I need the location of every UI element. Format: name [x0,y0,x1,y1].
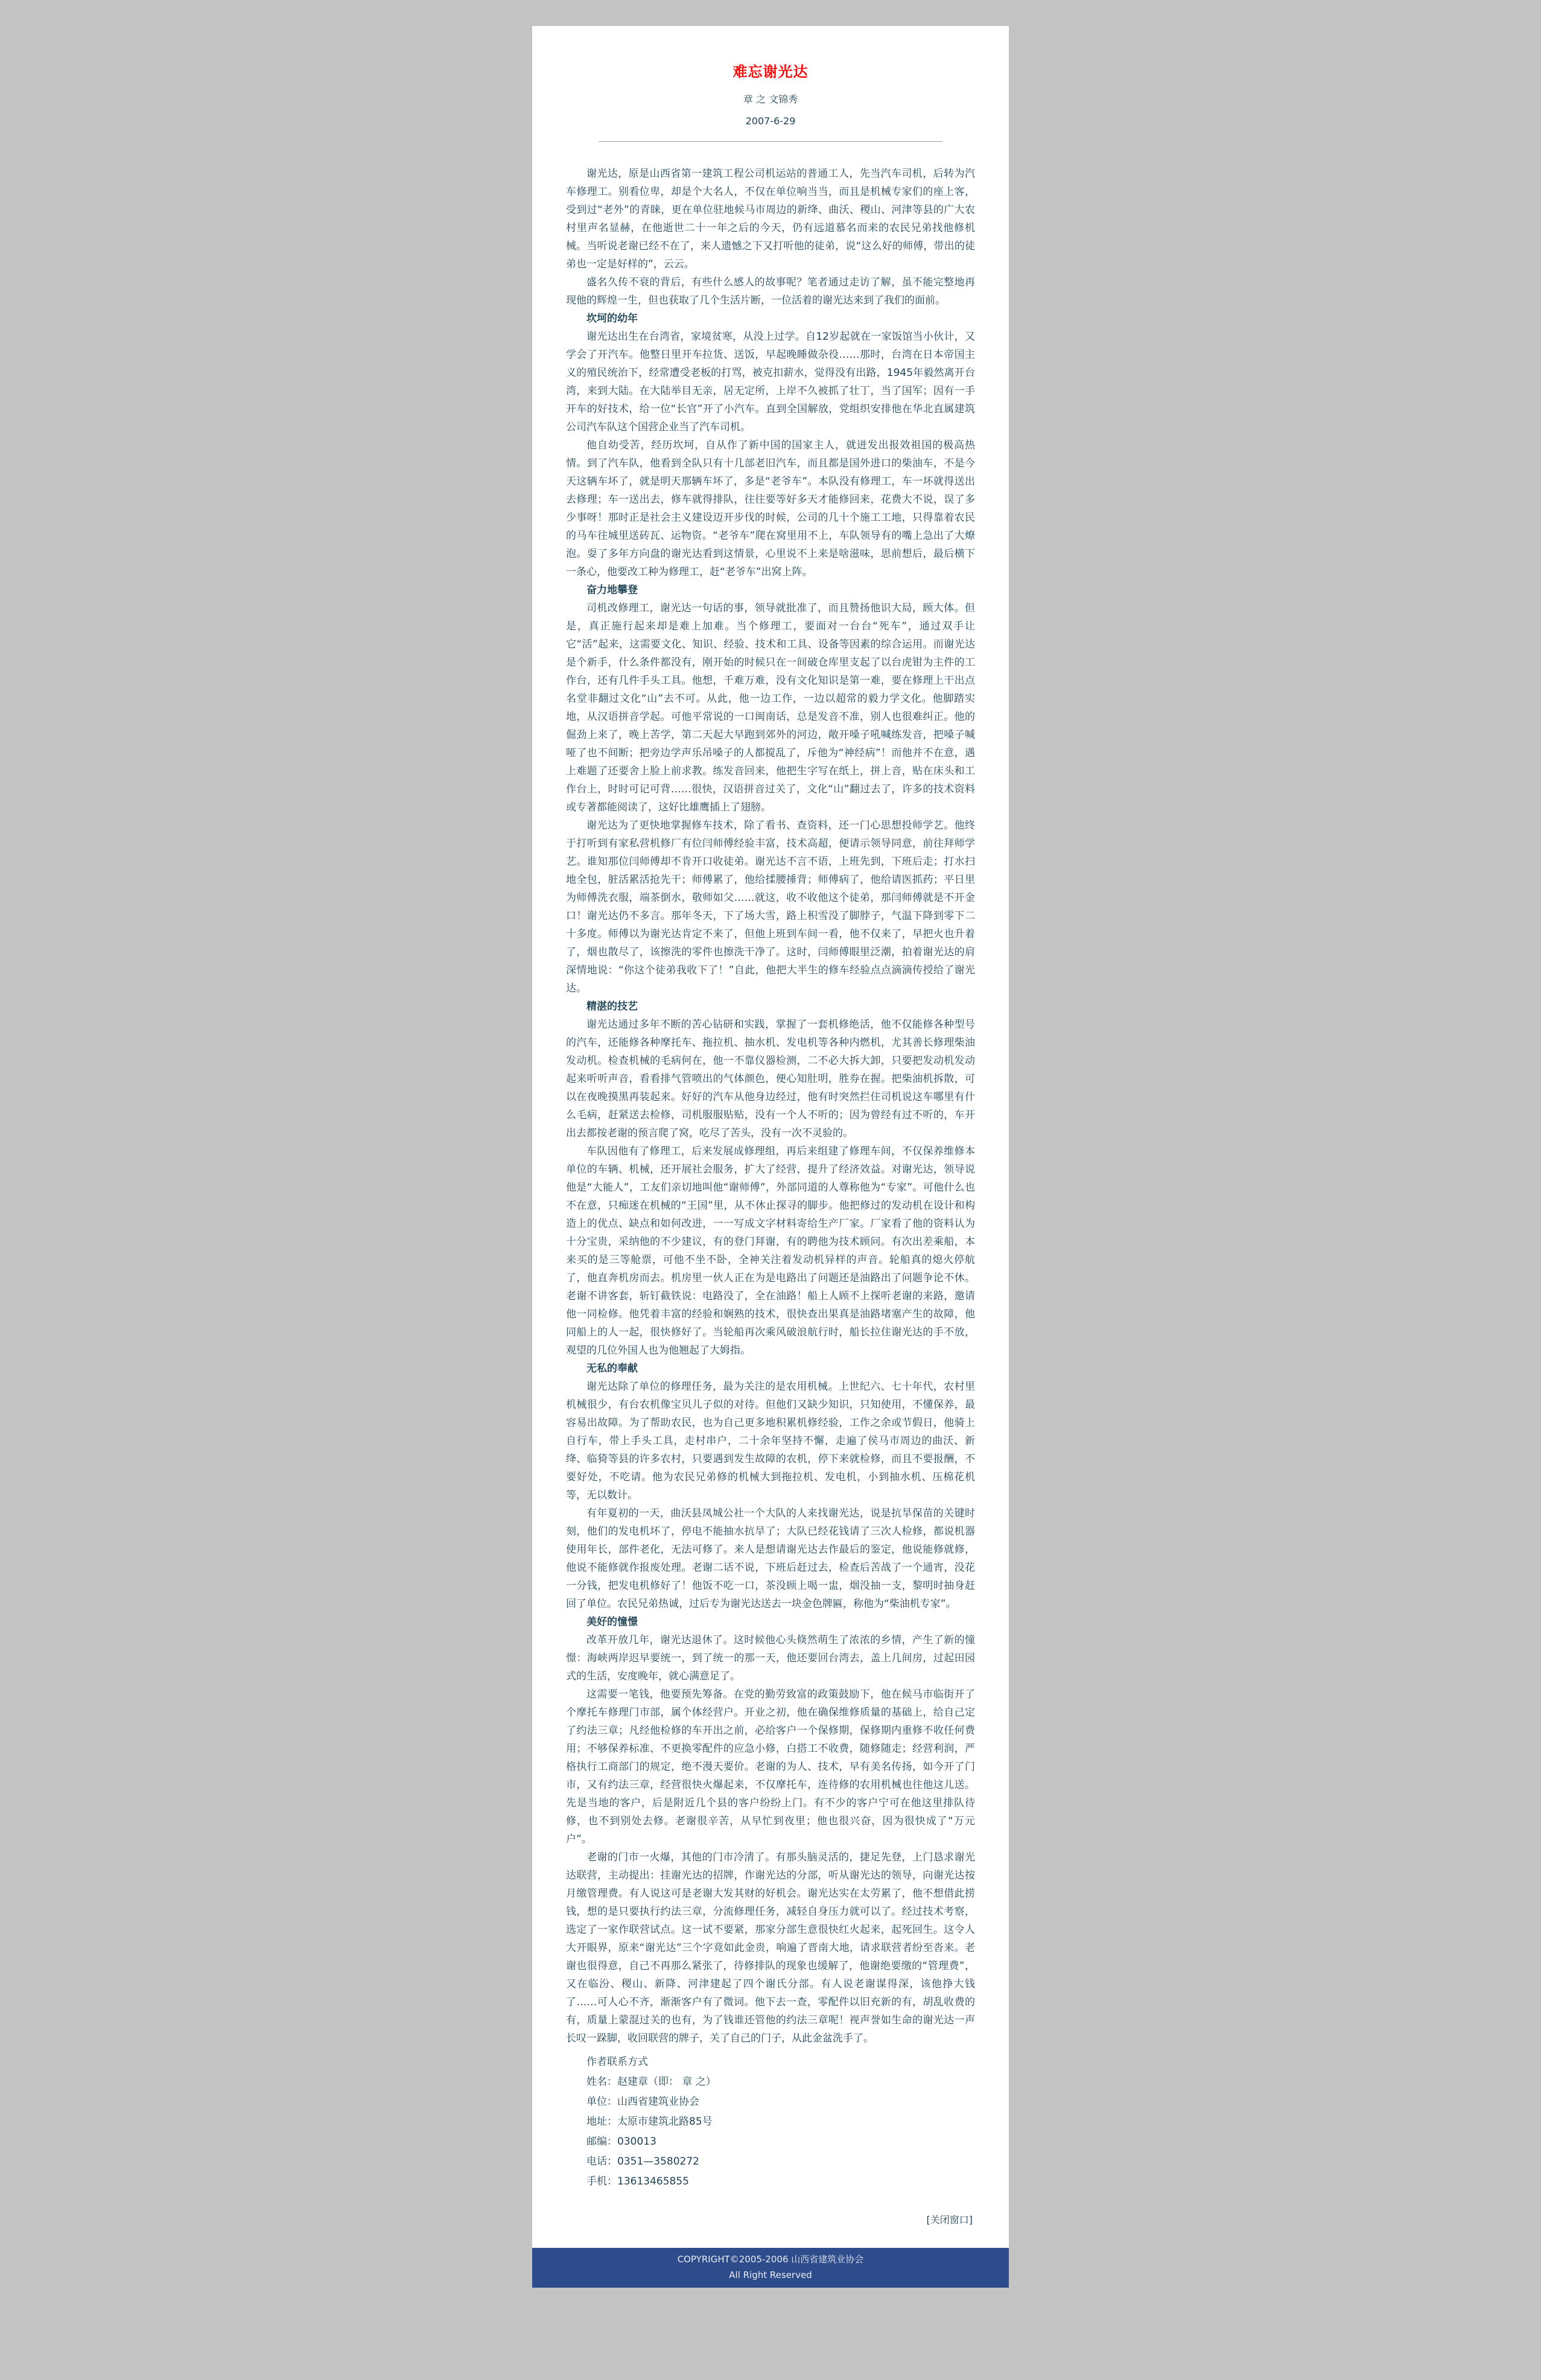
contact-line: 作者联系方式 [586,2056,648,2068]
author-contact-block [566,2052,975,2192]
content-column [532,26,1009,2288]
section-heading: 奋力地攀登 [586,584,638,596]
contact-line: 手机：13613465855 [586,2175,689,2188]
article-paragraph: 这需要一笔钱，他要预先筹备。在党的勤劳致富的政策鼓励下，他在候马市临街开了个摩托车修理门市部，属个体经营户。开业之初，他在确保维修质量的基础上，给自己定了约法三章；凡经他检修的车开出之前，必给客户一个保修期，保修期内重修不收任何费用；不够保养标准、不更换零配件的应急小修，白搭工不收费，随修随走；经营利润，严格执行工商部门的规定，绝不漫天要价。老谢的为人、技术，早有美名传扬，如今开了门市，又有约法三章，经营很快火爆起来，不仅摩托车，连待修的农用机械也往他这儿送。先是当地的客户，后是附近几个县的客户纷纷上门。有不少的客户宁可在他这里排队待修，也不到别处去修。老谢很辛苦，从早忙到夜里；他也很兴奋，因为很快成了“万元户”。 [566,1688,975,1845]
section-heading: 美好的憧憬 [586,1616,638,1628]
article-paragraph: 车队因他有了修理工，后来发展成修理组，再后来组建了修理车间，不仅保养维修本单位的车辆、机械，还开展社会服务，扩大了经营，提升了经济效益。对谢光达，领导说他是“大能人”，工友们亲切地叫他“谢师傅”，外部同道的人尊称他为“专家”。可他什么也不在意，只痴迷在机械的“王国”里，从不休止探寻的脚步。他把修过的发动机在设计和构造上的优点、缺点和如何改进，一一写成文字材料寄给生产厂家。厂家看了他的资料认为十分宝贵，采纳他的不少建议，有的登门拜谢，有的聘他为技术顾问。有次出差乘船，本来买的是三等舱票，可他不坐不卧，全神关注着发动机异样的声音。轮船真的熄火停航了，他直奔机房而去。机房里一伙人正在为是电路出了问题还是油路出了问题争论不休。老谢不讲客套，斩钉截铁说：电路没了，全在油路！船上人顾不上探听老谢的来路，邀请他一同检修。他凭着丰富的经验和娴熟的技术，很快查出果真是油路堵塞产生的故障，他同船上的人一起，很快修好了。当轮船再次乘风破浪航行时，船长拉住谢光达的手不放，观望的几位外国人也为他翘起了大姆指。 [566,1145,975,1357]
close-window-link[interactable]: [关闭窗口] [926,2214,973,2226]
article-paragraph: 谢光达出生在台湾省，家境贫寒，从没上过学。自12岁起就在一家饭馆当小伙计，又学会了开汽车。他整日里开车拉货、送饭，早起晚睡做杂役……那时，台湾在日本帝国主义的殖民统治下，经常遭受老板的打骂，被克扣薪水，觉得没有出路，1945年毅然离开台湾，来到大陆。在大陆举目无亲，居无定所，上岸不久被抓了壮丁，当了国军；因有一手开车的好技术，给一位“长官”开了小汽车。直到全国解放，党组织安排他在华北直属建筑公司汽车队这个国营企业当了汽车司机。 [566,331,975,433]
contact-line: 单位：山西省建筑业协会 [586,2096,699,2108]
article-paragraph: 司机改修理工，谢光达一句话的事，领导就批准了，而且赞扬他识大局，顾大体。但是，真正施行起来却是难上加难。当个修理工，要面对一台台“死车”，通过双手让它“活”起来，这需要文化、知识、经验、技术和工具、设备等因素的综合运用。而谢光达是个新手，什么条件都没有，刚开始的时候只在一间破仓库里支起了以台虎钳为主件的工作台，还有几件手头工具。他想，千难万难，没有文化知识是第一难，要在修理上干出点名堂非翻过文化“山”去不可。从此，他一边工作，一边以超常的毅力学文化。他脚踏实地，从汉语拼音学起。可他平常说的一口闽南话，总是发音不准，别人也很难纠正。他的倔劲上来了，晚上苦学，第二天起大早跑到郊外的河边，敞开嗓子吼喊练发音，把嗓子喊哑了也不间断；把旁边学声乐吊嗓子的人都搅乱了，斥他为“神经病”！而他并不在意，遇上难题了还要舍上脸上前求教。练发音回来，他把生字写在纸上，拼上音，贴在床头和工作台上，时时可记可背……很快，汉语拼音过关了，文化“山”翻过去了，许多的技术资料或专著都能阅读了，这好比雄鹰插上了翅膀。 [566,602,975,813]
author-line: 章 之 文锦秀 [743,94,798,105]
article-paragraph: 谢光达通过多年不断的苦心钻研和实践，掌握了一套机修绝活，他不仅能修各种型号的汽车，还能修各种摩托车、拖拉机、抽水机、发电机等各种内燃机，尤其善长修理柴油发动机。检查机械的毛病何在，他一不靠仪器检测，二不必大拆大卸，只要把发动机发动起来听听声音，看看排气管喷出的气体颜色，便心知肚明，胜券在握。把柴油机拆散，可以在夜晚摸黑再装起来。好好的汽车从他身边经过，他有时突然拦住司机说这车哪里有什么毛病，赶紧送去检修，司机服服贴贴，没有一个人不听的；因为曾经有过不听的，车开出去都按老谢的预言爬了窝，吃尽了苦头，没有一次不灵验的。 [566,1019,975,1139]
contact-line: 电话：0351—3580272 [586,2156,699,2168]
article-paragraph: 谢光达除了单位的修理任务，最为关注的是农用机械。上世纪六、七十年代，农村里机械很少，有台农机像宝贝儿子似的对待。但他们又缺少知识，只知使用，不懂保养，最容易出故障。为了帮助农民，也为自己更多地积累机修经验，工作之余或节假日，他骑上自行车，带上手头工具，走村串户，二十余年坚持不懈，走遍了侯马市周边的曲沃、新绛、临猗等县的许多农村，只要遇到发生故障的农机，停下来就检修，而且不要报酬，不要好处，不吃请。他为农民兄弟修的机械大到拖拉机、发电机，小到抽水机、压棉花机等，无以数计。 [566,1381,975,1501]
article-paragraph: 老谢的门市一火爆，其他的门市冷清了。有那头脑灵活的，捷足先登，上门恳求谢光达联营，主动提出：挂谢光达的招牌，作谢光达的分部，听从谢光达的领导，向谢光达按月缴管理费。有人说这可是老谢大发其财的好机会。谢光达实在太劳累了，他不想借此捞钱，想的是只要执行约法三章，分流修理任务，减轻自身压力就可以了。经过技术考察，选定了一家作联营试点。这一试不要紧，那家分部生意很快红火起来，起死回生。这令人大开眼界，原来“谢光达”三个字竟如此金贵，响遍了晋南大地，请求联营者纷至沓来。老谢也很得意，自己不再那么紧张了，待修排队的现象也缓解了，他谢绝要缴的“管理费”，又在临汾、稷山、新降、河津建起了四个谢氏分部。有人说老谢谋得深，该他挣大钱了……可人心不齐，渐渐客户有了微词。他下去一查，零配件以旧充新的有，胡乱收费的有，质量上蒙混过关的也有，为了钱谁还管他的约法三章呢！视声誉如生命的谢光达一声长叹一跺脚，收回联营的牌子，关了自己的门子，从此金盆洗手了。 [566,1851,975,2044]
article-paragraph: 谢光达，原是山西省第一建筑工程公司机运站的普通工人，先当汽车司机，后转为汽车修理工。别看位卑，却是个大名人，不仅在单位响当当，而且是机械专家们的座上客，受到过“老外”的青睐，更在单位驻地候马市周边的新绛、曲沃、稷山、河津等县的广大农村里声名显赫，在他逝世二十一年之后的今天，仍有远道慕名而来的农民兄弟找他修机械。当听说老谢已经不在了，来人遗憾之下又打听他的徒弟，说“这么好的师傅，带出的徒弟也一定是好样的”，云云。 [566,168,975,270]
site-footer [532,2248,1009,2288]
article-paragraph: 盛名久传不衰的背后，有些什么感人的故事呢？笔者通过走访了解，虽不能完整地再现他的辉煌一生，但也获取了几个生活片断，一位活着的谢光达来到了我们的面前。 [566,276,975,307]
footer-copyright: COPYRIGHT©2005-2006 山西省建筑业协会 [677,2254,864,2265]
date-line: 2007-6-29 [745,115,796,127]
close-row [566,2192,975,2232]
contact-line: 邮编：030013 [586,2136,656,2148]
contact-line: 姓名：赵建章（即： 章 之） [586,2076,716,2088]
header-divider [599,141,942,142]
footer-rights: All Right Reserved [729,2270,812,2280]
article-body [566,165,975,2048]
document-header [566,60,975,142]
article-paragraph: 谢光达为了更快地掌握修车技术，除了看书、查资料，还一门心思想投师学艺。他终于打听到有家私营机修厂有位闫师傅经验丰富，技术高超，便请示领导同意，前往拜师学艺。谁知那位闫师傅却不肯开口收徒弟。谢光达不言不语，上班先到，下班后走；打水扫地全包，脏活累活抢先干；师傅累了，他给揉腰捶背；师傅病了，他给请医抓药；平日里为师傅洗衣服，端茶倒水，敬师如父……就这，收不收他这个徒弟，那闫师傅就是不开金口！谢光达仍不多言。那年冬天，下了场大雪，路上积雪没了脚脖子，气温下降到零下二十多度。师傅以为谢光达肯定不来了，但他上班到车间一看，他不仅来了，早把火也升着了，烟也散尽了，该擦洗的零件也擦洗干净了。这时，闫师傅眼里泛潮，拍着谢光达的肩深情地说：“你这个徒弟我收下了！”自此，他把大半生的修车经验点点滴滴传授给了谢光达。 [566,819,975,994]
section-heading: 精湛的技艺 [586,1001,638,1013]
article-sheet [532,26,1009,2248]
section-heading: 坎坷的幼年 [586,313,638,325]
article-paragraph: 他自幼受苦，经历坎坷，自从作了新中国的国家主人，就迸发出报效祖国的极高热情。到了汽车队，他看到全队只有十几部老旧汽车，而且都是国外进口的柴油车，不是今天这辆车坏了，就是明天那辆车坏了，多是“老爷车”。本队没有修理工，车一坏就得送出去修理；车一送出去，修车就得排队，往往要等好多天才能修回来，花费大不说，误了多少事呀！那时正是社会主义建设迈开步伐的时候，公司的几十个施工工地，只得靠着农民的马车往城里送砖瓦、运物资。“老爷车”爬在窝里用不上，车队领导有的嘴上急出了大燎泡。耍了多年方向盘的谢光达看到这情景，心里说不上来是啥滋味，思前想后，最后横下一条心，他要改工种为修理工，赶“老爷车”出窝上阵。 [566,439,975,578]
contact-line: 地址：太原市建筑北路85号 [586,2116,713,2128]
section-heading: 无私的奉献 [586,1363,638,1375]
article-paragraph: 有年夏初的一天，曲沃县凤城公社一个大队的人来找谢光达，说是抗旱保苗的关键时刻，他们的发电机坏了，停电不能抽水抗旱了；大队已经花钱请了三次人检修，都说机器使用年长，部件老化，无法可修了。来人是想请谢光达去作最后的鉴定，他说能修就修，他说不能修就作报废处理。老谢二话不说，下班后赶过去，检查后苦战了一个通宵，没花一分钱，把发电机修好了！他饭不吃一口，茶没顾上喝一盅，烟没抽一支，黎明时抽身赶回了单位。农民兄弟热诚，过后专为谢光达送去一块金色牌匾，称他为“柴油机专家”。 [566,1507,975,1610]
page-title: 难忘谢光达 [732,63,809,80]
article-paragraph: 改革开放几年，谢光达退休了。这时候他心头倏然萌生了浓浓的乡情，产生了新的憧憬：海峡两岸迟早要统一，到了统一的那一天，他还要回台湾去，盖上几间房，过起田园式的生活，安度晚年，就心满意足了。 [566,1634,975,1682]
